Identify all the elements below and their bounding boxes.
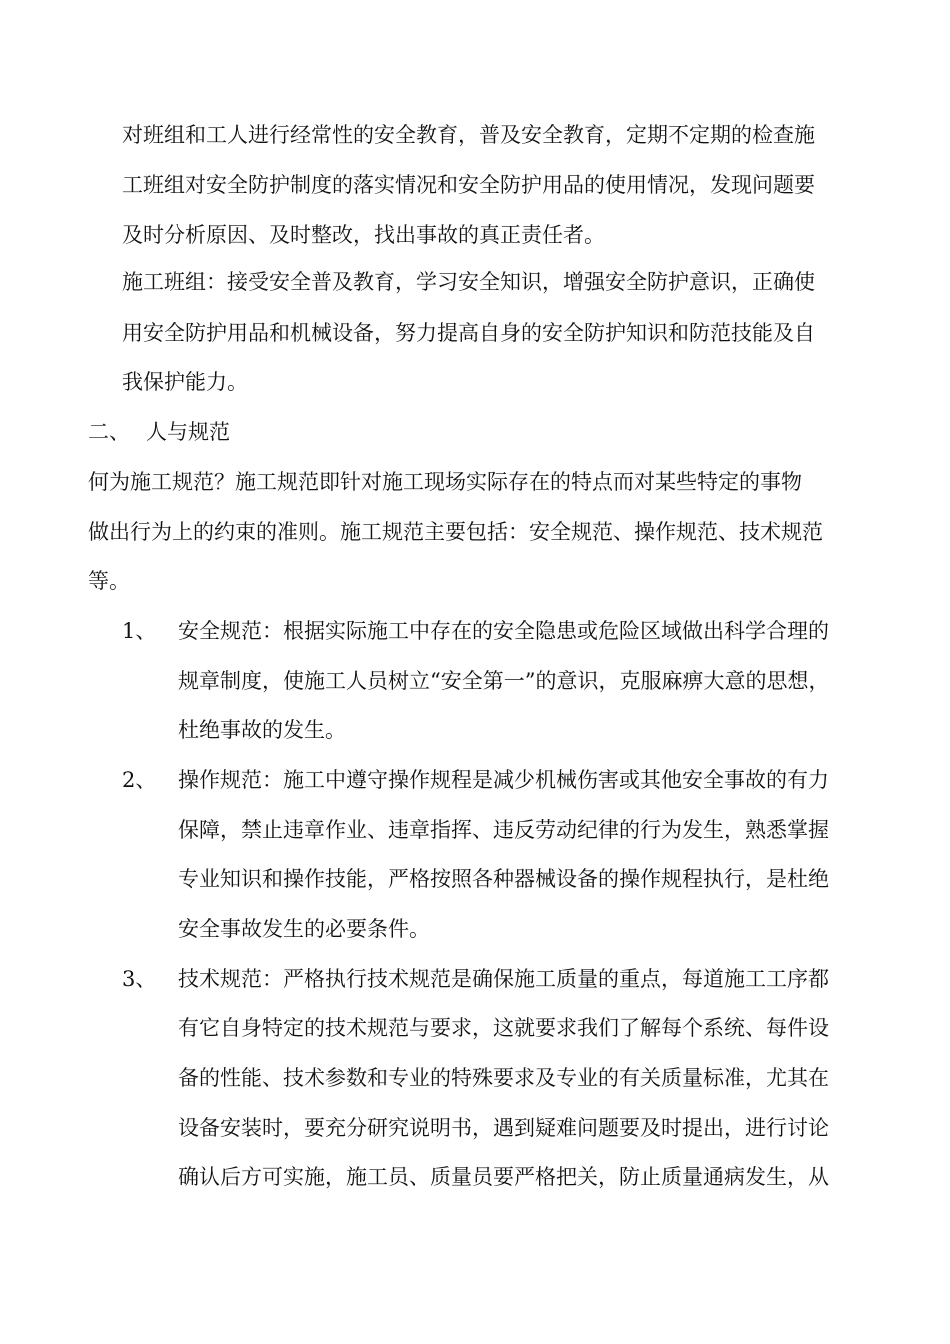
intro-line-2: 做出行为上的约束的准则。施工规范主要包括：安全规范、操作规范、技术规范 [88,520,823,544]
item-3-number: 3、 [122,967,157,991]
item-3-line-5: 确认后方可实施，施工员、质量员要严格把关，防止质量通病发生，从 [178,1165,829,1189]
para1-line-1: 对班组和工人进行经常性的安全教育，普及安全教育，定期不定期的检查施 [122,123,815,147]
para2-line-1: 施工班组：接受安全普及教育，学习安全知识，增强安全防护意识，正确使 [122,270,815,294]
item-1-number: 1、 [122,619,157,643]
section-number: 二、 [88,420,130,444]
para2-line-3: 我保护能力。 [122,370,248,394]
para1-line-3: 及时分析原因、及时整改，找出事故的真正责任者。 [122,223,605,247]
item-2-line-3: 专业知识和操作技能，严格按照各种器械设备的操作规程执行，是杜绝 [178,867,829,891]
item-2-line-1: 操作规范：施工中遵守操作规程是减少机械伤害或其他安全事故的有力 [178,768,829,792]
item-2-line-2: 保障，禁止违章作业、违章指挥、违反劳动纪律的行为发生，熟悉掌握 [178,818,829,842]
item-3-line-1: 技术规范：严格执行技术规范是确保施工质量的重点，每道施工工序都 [178,967,829,991]
para1-line-2: 工班组对安全防护制度的落实情况和安全防护用品的使用情况，发现问题要 [122,173,815,197]
para2-line-2: 用安全防护用品和机械设备，努力提高自身的安全防护知识和防范技能及自 [122,321,815,345]
item-1-line-3: 杜绝事故的发生。 [178,718,346,742]
intro-line-1: 何为施工规范？施工规范即针对施工现场实际存在的特点而对某些特定的事物 [88,470,802,494]
item-1-line-1: 安全规范：根据实际施工中存在的安全隐患或危险区域做出科学合理的 [178,619,829,643]
item-2-line-4: 安全事故发生的必要条件。 [178,917,430,941]
item-1-line-2: 规章制度，使施工人员树立“安全第一”的意识，克服麻痹大意的思想， [178,669,830,693]
section-title: 人与规范 [146,420,230,444]
item-2-number: 2、 [122,768,157,792]
intro-line-3: 等。 [88,569,130,593]
item-3-line-3: 备的性能、技术参数和专业的特殊要求及专业的有关质量标准，尤其在 [178,1066,829,1090]
item-3-line-4: 设备安装时，要充分研究说明书，遇到疑难问题要及时提出，进行讨论 [178,1116,829,1140]
item-3-line-2: 有它自身特定的技术规范与要求，这就要求我们了解每个系统、每件设 [178,1016,829,1040]
